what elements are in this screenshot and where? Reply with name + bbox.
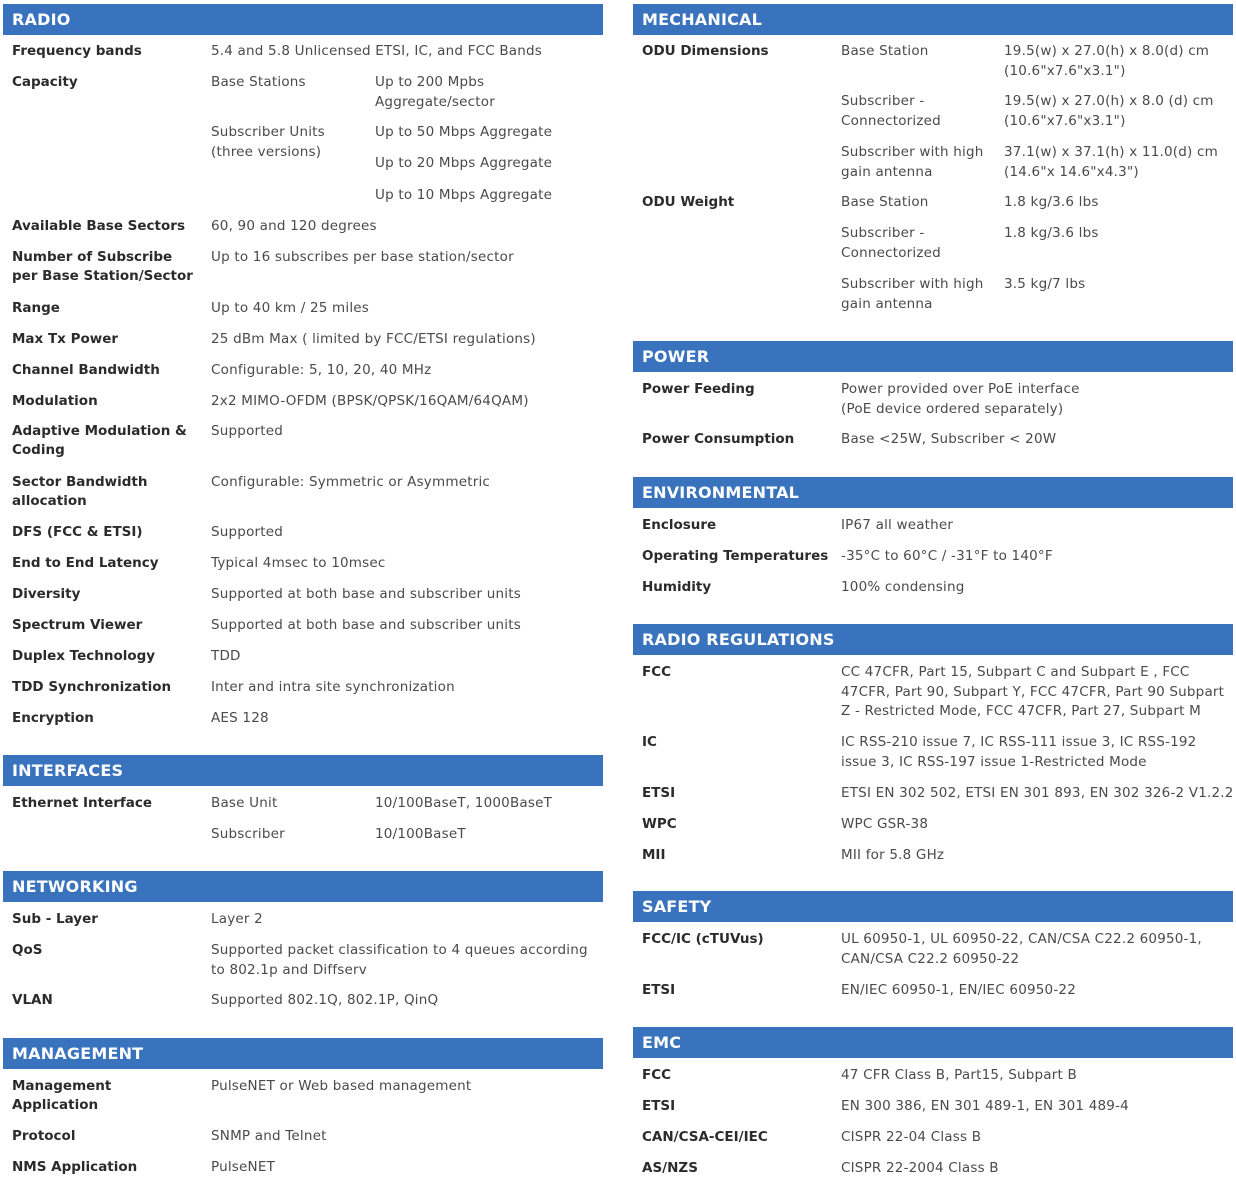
spec-label-line: Max Tx Power — [12, 331, 119, 347]
spec-value-line: AES 128 — [211, 710, 269, 726]
spec-value-line: EN 300 386, EN 301 489-1, EN 301 489-4 — [841, 1098, 1129, 1114]
spec-label-line: Protocol — [12, 1128, 76, 1144]
spec-value-line: Subscriber — [211, 826, 285, 842]
spec-value-line: SNMP and Telnet — [211, 1128, 327, 1144]
spec-detail — [1004, 42, 1209, 81]
spec-label — [12, 941, 42, 960]
spec-label — [12, 1077, 111, 1115]
spec-label-line: Modulation — [12, 393, 98, 409]
spec-value — [211, 523, 283, 543]
section-title: POWER — [633, 341, 1233, 372]
spec-value — [841, 380, 1080, 419]
spec-value — [211, 794, 277, 814]
spec-label — [12, 217, 185, 236]
spec-value-line: Supported — [211, 524, 284, 540]
spec-value-line: Connectorized — [841, 112, 941, 129]
spec-value — [211, 217, 377, 237]
spec-label-line: Frequency bands — [12, 43, 142, 59]
spec-detail-line: Up to 50 Mbps Aggregate — [375, 124, 553, 140]
spec-value-line: Base <25W, Subscriber < 20W — [841, 431, 1057, 447]
section-interfaces — [3, 755, 603, 842]
spec-value-line: EN/IEC 60950-1, EN/IEC 60950-22 — [841, 982, 1076, 998]
spec-label-line: ETSI — [642, 1098, 676, 1114]
spec-value-line: gain antenna — [841, 295, 933, 312]
spec-label — [12, 1127, 75, 1146]
spec-value — [211, 473, 490, 493]
spec-detail-line: (10.6"x7.6"x3.1") — [1004, 112, 1126, 129]
spec-value — [211, 678, 455, 698]
spec-label-line: Ethernet Interface — [12, 795, 153, 811]
spec-value-line: Subscriber - — [841, 93, 925, 109]
spec-value — [841, 578, 964, 598]
spec-label — [12, 299, 60, 318]
section-radio-regulations — [633, 624, 1234, 863]
spec-label-line: NMS Application — [12, 1159, 138, 1175]
spec-value-line: CISPR 22-2004 Class B — [841, 1160, 999, 1176]
spec-value — [211, 330, 536, 350]
spec-value — [211, 123, 325, 162]
section-title: RADIO — [3, 4, 603, 35]
spec-value — [841, 663, 1224, 722]
spec-label-line: Adaptive Modulation & — [12, 423, 187, 439]
spec-detail-line: 19.5(w) x 27.0(h) x 8.0(d) cm — [1004, 43, 1210, 59]
spec-label — [642, 784, 675, 803]
section-radio — [3, 4, 603, 726]
spec-detail-line: Up to 10 Mbps Aggregate — [375, 187, 553, 203]
spec-value — [841, 1066, 1077, 1086]
spec-detail-line: 3.5 kg/7 lbs — [1004, 276, 1086, 292]
spec-value — [211, 941, 588, 980]
spec-value — [211, 1127, 327, 1147]
spec-label-line: Channel Bandwidth — [12, 362, 160, 378]
spec-value-line: Subscriber Units — [211, 124, 325, 140]
section-title: NETWORKING — [3, 871, 603, 902]
spec-label — [642, 981, 675, 1000]
spec-value-line: Base Station — [841, 43, 929, 59]
spec-label-line: FCC — [642, 664, 672, 680]
spec-value-line: -35°C to 60°C / -31°F to 140°F — [841, 548, 1053, 564]
spec-detail — [375, 825, 466, 845]
spec-label — [642, 578, 711, 597]
spec-label-line: Application — [12, 1097, 99, 1113]
spec-value — [211, 647, 241, 667]
spec-value-line: gain antenna — [841, 163, 933, 180]
spec-value — [211, 1077, 471, 1097]
spec-label-line: allocation — [12, 493, 87, 509]
spec-value-line: 47 CFR Class B, Part15, Subpart B — [841, 1067, 1077, 1083]
spec-label — [12, 991, 53, 1010]
spec-detail-line: 1.8 kg/3.6 lbs — [1004, 194, 1099, 210]
spec-value-line: (PoE device ordered separately) — [841, 400, 1064, 417]
spec-label-line: TDD Synchronization — [12, 679, 172, 695]
spec-label-line: IC — [642, 734, 657, 750]
spec-label-line: MII — [642, 847, 666, 863]
spec-label — [12, 42, 142, 61]
spec-value — [211, 709, 269, 729]
spec-value-line: MII for 5.8 GHz — [841, 847, 945, 863]
spec-label — [12, 1158, 137, 1177]
spec-value — [841, 784, 1234, 804]
spec-value-line: CC 47CFR, Part 15, Subpart C and Subpart E , FCC — [841, 664, 1190, 680]
spec-label-line: Power Feeding — [642, 381, 755, 397]
spec-value — [841, 930, 1202, 969]
spec-label — [12, 330, 118, 349]
spec-label — [642, 193, 734, 212]
spec-label-line: Sub - Layer — [12, 911, 98, 927]
spec-label — [642, 380, 755, 399]
spec-value — [841, 547, 1053, 567]
spec-value — [841, 733, 1196, 772]
spec-detail — [1004, 224, 1099, 244]
spec-value-line: 5.4 and 5.8 Unlicensed ETSI, IC, and FCC Bands — [211, 43, 543, 59]
spec-label-line: QoS — [12, 942, 43, 958]
spec-value — [211, 585, 521, 605]
section-safety — [633, 891, 1233, 998]
spec-value-line: Base Station — [841, 194, 929, 210]
spec-detail-line: (10.6"x7.6"x3.1") — [1004, 62, 1126, 79]
spec-label-line: Duplex Technology — [12, 648, 156, 664]
spec-value-line: Supported 802.1Q, 802.1P, QinQ — [211, 992, 439, 1008]
spec-value — [211, 825, 285, 845]
spec-label-line: AS/NZS — [642, 1160, 698, 1176]
spec-label-line: Diversity — [12, 586, 81, 602]
spec-label-line: Management — [12, 1078, 112, 1094]
spec-label-line: ETSI — [642, 982, 676, 998]
spec-detail — [375, 154, 552, 174]
spec-value-line: UL 60950-1, UL 60950-22, CAN/CSA C22.2 60950-1, — [841, 931, 1202, 947]
spec-label — [642, 430, 794, 449]
spec-detail-line: 1.8 kg/3.6 lbs — [1004, 225, 1099, 241]
spec-value — [841, 516, 953, 536]
section-title: MECHANICAL — [633, 4, 1233, 35]
spec-label — [642, 1097, 675, 1116]
spec-value-line: PulseNET or Web based management — [211, 1078, 472, 1094]
section-environmental — [633, 477, 1233, 595]
spec-value — [211, 299, 369, 319]
spec-value — [841, 1097, 1129, 1117]
spec-label-line: WPC — [642, 816, 677, 832]
spec-value-line: Up to 40 km / 25 miles — [211, 300, 370, 316]
spec-value-line: 2x2 MIMO-OFDM (BPSK/QPSK/16QAM/64QAM) — [211, 393, 529, 409]
spec-value — [841, 224, 941, 263]
spec-value — [841, 1159, 999, 1179]
spec-value — [211, 991, 438, 1011]
spec-label — [12, 585, 80, 604]
spec-label — [642, 815, 677, 834]
spec-label — [12, 73, 78, 92]
spec-label — [642, 547, 828, 566]
spec-value-line: Subscriber with high — [841, 144, 984, 160]
spec-value — [841, 430, 1056, 450]
spec-value — [211, 392, 529, 412]
spec-value-line: Configurable: Symmetric or Asymmetric — [211, 474, 491, 490]
spec-label-line: Capacity — [12, 74, 78, 90]
spec-label — [12, 361, 160, 380]
spec-label-line: Humidity — [642, 579, 712, 595]
spec-detail — [375, 186, 552, 206]
spec-value-line: WPC GSR-38 — [841, 816, 929, 832]
spec-label — [12, 678, 171, 697]
spec-value — [211, 910, 263, 930]
spec-value — [211, 616, 521, 636]
spec-label-line: Power Consumption — [642, 431, 795, 447]
spec-label-line: CAN/CSA-CEI/IEC — [642, 1129, 768, 1145]
spec-label — [12, 616, 142, 635]
spec-value-line: Supported packet classification to 4 queues according — [211, 942, 588, 958]
spec-detail — [1004, 193, 1099, 213]
spec-value — [211, 248, 514, 268]
spec-value — [841, 92, 941, 131]
spec-label — [12, 794, 152, 813]
spec-detail — [1004, 143, 1218, 182]
spec-value-line: Base Stations — [211, 74, 306, 90]
spec-value — [841, 846, 944, 866]
spec-label-line: ETSI — [642, 785, 676, 801]
spec-value-line: 100% condensing — [841, 579, 965, 595]
spec-detail-line: 10/100BaseT — [375, 826, 466, 842]
spec-value — [841, 981, 1076, 1001]
spec-value — [211, 361, 431, 381]
spec-value-line: IP67 all weather — [841, 517, 954, 533]
spec-value — [211, 422, 283, 442]
spec-value — [211, 73, 306, 93]
spec-value-line: IC RSS-210 issue 7, IC RSS-111 issue 3, IC RSS-192 — [841, 734, 1197, 750]
spec-value — [211, 1158, 275, 1178]
spec-value — [841, 815, 928, 835]
spec-value-line: Supported at both base and subscriber units — [211, 617, 521, 633]
spec-value — [841, 42, 929, 62]
spec-value-line: issue 3, IC RSS-197 issue 1-Restricted Mode — [841, 753, 1147, 770]
spec-value-line: Inter and intra site synchronization — [211, 679, 455, 695]
spec-label-line: DFS (FCC & ETSI) — [12, 524, 143, 540]
spec-label — [12, 392, 98, 411]
spec-detail-line: 10/100BaseT, 1000BaseT — [375, 795, 553, 811]
section-title: SAFETY — [633, 891, 1233, 922]
spec-value-line: Configurable: 5, 10, 20, 40 MHz — [211, 362, 432, 378]
spec-detail — [1004, 275, 1085, 295]
spec-value — [211, 42, 542, 62]
spec-label — [12, 647, 155, 666]
spec-value-line: Connectorized — [841, 244, 941, 261]
spec-value — [211, 554, 386, 574]
spec-detail — [1004, 92, 1214, 131]
spec-label — [642, 42, 769, 61]
spec-value-line: Layer 2 — [211, 911, 263, 927]
spec-label-line: ODU Dimensions — [642, 43, 769, 59]
spec-value-line: Z - Restricted Mode, FCC 47CFR, Part 27, Subpart M — [841, 703, 1201, 719]
spec-label-line: Coding — [12, 442, 65, 458]
spec-label-line: Available Base Sectors — [12, 218, 185, 234]
spec-value-line: (three versions) — [211, 143, 322, 160]
spec-label — [12, 709, 94, 728]
spec-value — [841, 143, 984, 182]
spec-value — [841, 193, 929, 213]
spec-label-line: Encryption — [12, 710, 94, 726]
spec-value-line: 25 dBm Max ( limited by FCC/ETSI regulations) — [211, 331, 536, 347]
section-title: EMC — [633, 1027, 1233, 1058]
spec-label-line: Range — [12, 300, 60, 316]
spec-detail — [375, 73, 495, 112]
spec-label-line: ODU Weight — [642, 194, 735, 210]
spec-label-line: Number of Subscribe — [12, 249, 173, 265]
spec-label — [642, 1159, 698, 1178]
spec-value-line: CAN/CSA C22.2 60950-22 — [841, 950, 1020, 967]
spec-label — [642, 1128, 768, 1147]
spec-label — [642, 663, 671, 682]
spec-detail-line: 19.5(w) x 27.0(h) x 8.0 (d) cm — [1004, 93, 1214, 109]
section-mechanical — [633, 4, 1233, 312]
spec-value-line: PulseNET — [211, 1159, 276, 1175]
spec-detail — [375, 794, 552, 814]
section-power — [633, 341, 1233, 447]
spec-value-line: CISPR 22-04 Class B — [841, 1129, 982, 1145]
spec-label-line: Spectrum Viewer — [12, 617, 143, 633]
spec-label — [12, 248, 193, 286]
spec-label-line: FCC/IC (cTUVus) — [642, 931, 764, 947]
spec-label-line: Sector Bandwidth — [12, 474, 148, 490]
spec-value-line: 60, 90 and 120 degrees — [211, 218, 377, 234]
spec-value-line: Supported at both base and subscriber units — [211, 586, 521, 602]
spec-detail — [375, 123, 552, 143]
spec-label — [642, 930, 764, 949]
spec-value-line: Power provided over PoE interface — [841, 381, 1080, 397]
spec-value-line: TDD — [211, 648, 241, 664]
spec-label-line: Enclosure — [642, 517, 717, 533]
spec-value-line: Typical 4msec to 10msec — [211, 555, 386, 571]
spec-label — [642, 846, 665, 865]
spec-value-line: Supported — [211, 423, 284, 439]
spec-detail-line: Up to 200 Mpbs — [375, 74, 485, 90]
spec-value-line: ETSI EN 302 502, ETSI EN 301 893, EN 302 326-2 V1.2.2 — [841, 785, 1234, 801]
spec-value — [841, 275, 984, 314]
spec-label — [12, 554, 159, 573]
spec-label — [12, 422, 187, 460]
section-management — [3, 1038, 603, 1175]
spec-label — [642, 1066, 671, 1085]
spec-label — [642, 516, 716, 535]
spec-detail-line: 37.1(w) x 37.1(h) x 11.0(d) cm — [1004, 144, 1218, 160]
spec-label-line: VLAN — [12, 992, 53, 1008]
spec-detail-line: (14.6"x 14.6"x4.3") — [1004, 163, 1139, 180]
spec-detail-line: Up to 20 Mbps Aggregate — [375, 155, 553, 171]
spec-value — [841, 1128, 981, 1148]
spec-label — [12, 473, 147, 511]
spec-label-line: Operating Temperatures — [642, 548, 829, 564]
section-title: ENVIRONMENTAL — [633, 477, 1233, 508]
spec-value-line: Subscriber - — [841, 225, 925, 241]
section-title: RADIO REGULATIONS — [633, 624, 1233, 655]
spec-value-line: to 802.1p and Diffserv — [211, 961, 367, 978]
spec-value-line: Base Unit — [211, 795, 278, 811]
spec-label-line: End to End Latency — [12, 555, 159, 571]
section-title: INTERFACES — [3, 755, 603, 786]
spec-detail-line: Aggregate/sector — [375, 93, 495, 110]
spec-label-line: per Base Station/Sector — [12, 268, 193, 284]
spec-label — [642, 733, 657, 752]
section-emc — [633, 1027, 1233, 1176]
spec-label — [12, 910, 98, 929]
section-networking — [3, 871, 603, 1008]
section-title: MANAGEMENT — [3, 1038, 603, 1069]
spec-label — [12, 523, 143, 542]
spec-value-line: 47CFR, Part 90, Subpart Y, FCC 47CFR, Part 90 Subpart — [841, 683, 1225, 700]
spec-value-line: Subscriber with high — [841, 276, 984, 292]
spec-value-line: Up to 16 subscribes per base station/sector — [211, 249, 514, 265]
spec-label-line: FCC — [642, 1067, 672, 1083]
